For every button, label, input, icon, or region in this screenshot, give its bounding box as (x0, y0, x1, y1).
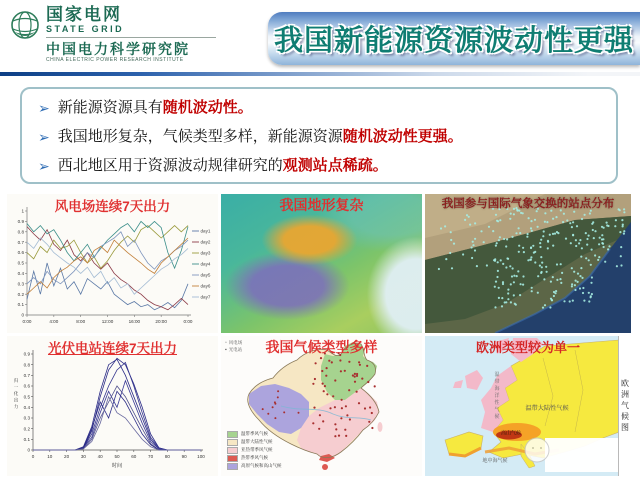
svg-text:100: 100 (197, 454, 205, 459)
svg-text:0.6: 0.6 (23, 383, 30, 389)
europe-side-label: 欧洲气候图 (620, 378, 630, 434)
svg-text:40: 40 (97, 454, 103, 459)
wind-chart-title: 风电场连续7天出力 (54, 199, 171, 214)
climate-legend (227, 431, 282, 471)
marker-legend-item: ▫ 风电场 (225, 340, 243, 346)
watermark-circle (525, 438, 549, 462)
svg-text:归: 归 (13, 378, 19, 383)
stations-map-panel (425, 194, 631, 333)
brand-name-cn: 国家电网 (46, 5, 122, 24)
bullet-item (38, 127, 610, 147)
svg-text:0: 0 (31, 454, 35, 459)
institute-name-en: CHINA ELECTRIC POWER RESEARCH INSTITUTE (46, 57, 184, 63)
terrain-map-panel (221, 194, 422, 333)
climate-legend-item: 热带季风气候 (227, 455, 282, 462)
svg-text:16:00: 16:00 (128, 319, 141, 324)
header-divider (0, 72, 640, 76)
pv-chart-title: 光伏电站连续7天出力 (47, 341, 177, 356)
svg-text:80: 80 (164, 454, 170, 459)
svg-text:0.2: 0.2 (23, 426, 30, 432)
svg-text:day4: day4 (200, 261, 211, 267)
svg-text:1: 1 (21, 208, 24, 214)
svg-text:day5: day5 (200, 272, 211, 278)
svg-text:时间: 时间 (111, 463, 123, 469)
svg-text:0.3: 0.3 (17, 281, 24, 287)
marker-legend-item: ▪ 光电站 (225, 347, 243, 353)
svg-text:4:00: 4:00 (49, 319, 59, 324)
svg-text:温: 温 (494, 372, 500, 378)
svg-text:0:00: 0:00 (22, 319, 32, 324)
svg-text:0.5: 0.5 (17, 260, 24, 266)
svg-text:0.9: 0.9 (17, 219, 24, 224)
svg-text:60: 60 (131, 454, 137, 459)
svg-text:day6: day6 (200, 283, 211, 289)
svg-text:90: 90 (181, 454, 187, 459)
svg-text:0.6: 0.6 (17, 250, 24, 256)
climate-legend-item: 高原气候和高山气候 (227, 463, 282, 470)
svg-text:day3: day3 (200, 250, 211, 256)
svg-text:0.9: 0.9 (23, 351, 30, 357)
svg-text:20: 20 (64, 454, 70, 459)
stations-map-title: 我国参与国际气象交换的站点分布 (441, 198, 615, 210)
svg-text:50: 50 (114, 454, 120, 459)
arrow-bullet-icon: ➢ (38, 129, 50, 145)
svg-text:0.1: 0.1 (17, 302, 24, 308)
pv-chart-panel (7, 336, 218, 476)
svg-text:一: 一 (13, 384, 19, 390)
europe-map-title: 欧洲类型较为单一 (475, 340, 580, 355)
svg-text:性: 性 (494, 400, 500, 406)
brand-divider (46, 37, 216, 38)
svg-text:0: 0 (27, 447, 30, 453)
bullet-item (38, 156, 610, 176)
climate-legend-item: 亚热带季风气候 (227, 447, 282, 454)
pv-chart (7, 336, 218, 476)
svg-text:0.1: 0.1 (23, 436, 30, 442)
svg-text:海: 海 (494, 386, 500, 392)
svg-text:力: 力 (13, 404, 19, 409)
europe-map-panel (425, 336, 631, 476)
slide-title: 我国新能源资源波动性更强 (273, 25, 634, 57)
svg-text:0:00: 0:00 (183, 319, 193, 324)
svg-text:高山气候: 高山气候 (500, 430, 522, 437)
svg-text:day7: day7 (200, 294, 211, 300)
svg-text:0.7: 0.7 (23, 372, 30, 378)
title-banner (268, 12, 640, 65)
svg-text:30: 30 (80, 454, 86, 459)
climate-legend-item: 温带季风气候 (227, 431, 282, 438)
svg-text:20:00: 20:00 (155, 319, 167, 324)
svg-text:0.8: 0.8 (23, 362, 30, 368)
climate-map-title: 我国气候类型多样 (265, 339, 378, 355)
svg-text:0.3: 0.3 (23, 415, 30, 421)
climate-legend-item: 温带大陆性气候 (227, 439, 282, 446)
europe-map (425, 336, 619, 476)
arrow-bullet-icon: ➢ (38, 100, 50, 116)
globe-icon (10, 10, 40, 40)
brand-name-en: STATE GRID (46, 24, 125, 34)
state-grid-logo (10, 6, 216, 64)
arrow-bullet-icon: ➢ (38, 158, 50, 174)
svg-text:0.8: 0.8 (17, 229, 24, 235)
svg-text:带: 带 (494, 379, 500, 385)
svg-text:10: 10 (47, 454, 53, 459)
bullet-text: 西北地区用于资源波动规律研究的观测站点稀疏。 (57, 157, 388, 174)
svg-text:0: 0 (21, 312, 24, 318)
svg-text:温带大陆性气候: 温带大陆性气候 (525, 405, 569, 412)
svg-text:洋: 洋 (494, 393, 500, 399)
svg-text:8:00: 8:00 (76, 319, 86, 324)
svg-text:0.5: 0.5 (23, 394, 30, 400)
svg-text:0.7: 0.7 (17, 239, 24, 245)
bullet-text: 新能源资源具有随机波动性。 (57, 99, 253, 116)
bullet-box (20, 87, 618, 184)
svg-text:气: 气 (494, 407, 500, 413)
bullet-text: 我国地形复杂，气候类型多样，新能源资源随机波动性更强。 (57, 128, 463, 145)
svg-text:候: 候 (494, 414, 500, 420)
svg-text:出: 出 (13, 397, 19, 403)
climate-marker-legend (225, 340, 242, 354)
svg-text:地中海气候: 地中海气候 (482, 458, 508, 464)
svg-text:day1: day1 (200, 228, 211, 234)
svg-text:0.2: 0.2 (17, 291, 24, 297)
svg-text:70: 70 (148, 454, 154, 459)
institute-name-cn: 中国电力科学研究院 (46, 41, 190, 57)
brand-block (46, 6, 216, 64)
bullet-item (38, 98, 610, 118)
svg-text:day2: day2 (200, 239, 211, 245)
wind-chart-panel (7, 194, 218, 333)
climate-map-panel (221, 336, 422, 476)
svg-text:12:00: 12:00 (101, 319, 114, 324)
europe-side-strip (618, 336, 631, 476)
svg-text:化: 化 (13, 391, 19, 396)
stations-map (425, 194, 631, 333)
svg-text:0.4: 0.4 (17, 271, 24, 276)
terrain-map-title: 我国地形复杂 (279, 197, 364, 213)
svg-text:0.4: 0.4 (23, 404, 30, 410)
